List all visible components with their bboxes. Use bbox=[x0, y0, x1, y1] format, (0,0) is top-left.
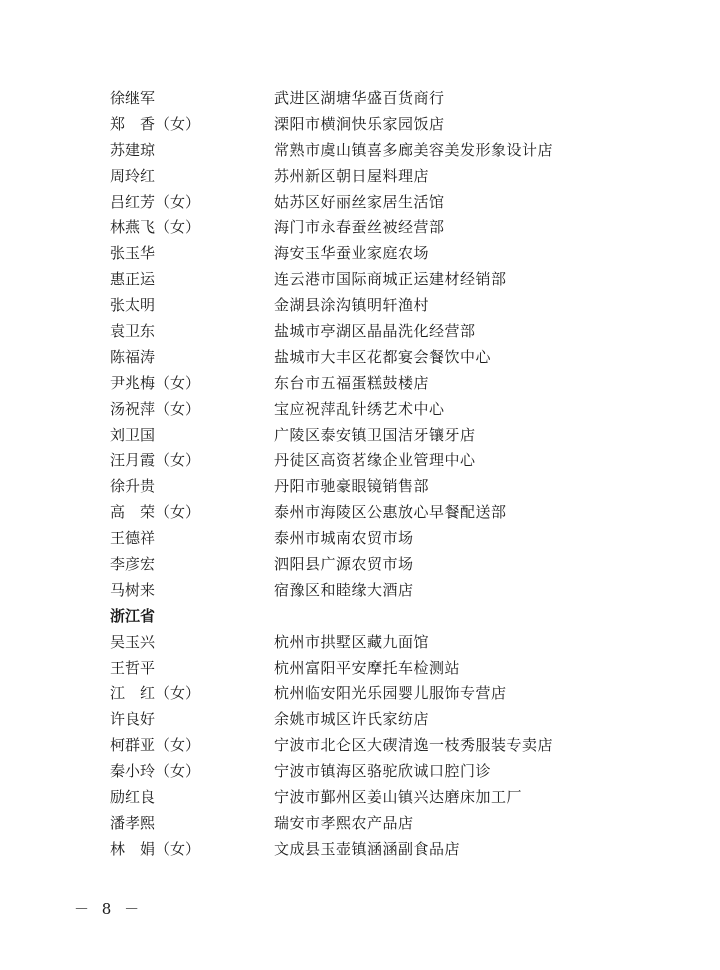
business-name: 宁波市北仑区大碶清逸一枝秀服装专卖店 bbox=[274, 736, 554, 755]
person-name: 袁卫东 bbox=[110, 322, 156, 341]
list-item bbox=[0, 500, 720, 526]
person-name: 王德祥 bbox=[110, 529, 156, 548]
person-name: 惠正运 bbox=[110, 270, 156, 289]
business-name: 余姚市城区许氏家纺店 bbox=[274, 710, 430, 729]
list-item bbox=[0, 630, 720, 656]
person-name: 周玲红 bbox=[110, 166, 156, 185]
province-heading-row bbox=[0, 604, 720, 630]
business-name: 杭州富阳平安摩托车检测站 bbox=[274, 658, 461, 677]
list-item bbox=[0, 474, 720, 500]
list-item bbox=[0, 423, 720, 449]
person-name: 秦小玲（女） bbox=[110, 762, 201, 781]
business-name: 宝应祝萍乱针绣艺术中心 bbox=[274, 399, 445, 418]
list-item bbox=[0, 215, 720, 241]
business-name: 泰州市海陵区公惠放心早餐配送部 bbox=[274, 503, 507, 522]
person-name: 苏建琼 bbox=[110, 140, 156, 159]
business-name: 金湖县涂沟镇明轩渔村 bbox=[274, 296, 430, 315]
business-name: 丹徒区高资茗缘企业管理中心 bbox=[274, 451, 476, 470]
business-name: 文成县玉壶镇涵涵副食品店 bbox=[274, 839, 461, 858]
business-name: 杭州市拱墅区藏九面馆 bbox=[274, 632, 430, 651]
person-name: 尹兆梅（女） bbox=[110, 373, 201, 392]
list-item bbox=[0, 397, 720, 423]
honoree-list bbox=[0, 86, 720, 863]
business-name: 盐城市亭湖区晶晶洗化经营部 bbox=[274, 322, 476, 341]
business-name: 杭州临安阳光乐园婴儿服饰专营店 bbox=[274, 684, 507, 703]
person-name: 王哲平 bbox=[110, 658, 156, 677]
business-name: 苏州新区朝日屋料理店 bbox=[274, 166, 430, 185]
list-item bbox=[0, 371, 720, 397]
person-name: 江 红（女） bbox=[110, 684, 201, 703]
business-name: 丹阳市驰豪眼镜销售部 bbox=[274, 477, 430, 496]
business-name: 泗阳县广源农贸市场 bbox=[274, 555, 414, 574]
person-name: 张玉华 bbox=[110, 244, 156, 263]
list-item bbox=[0, 837, 720, 863]
person-name: 林燕飞（女） bbox=[110, 218, 201, 237]
list-item bbox=[0, 656, 720, 682]
list-item bbox=[0, 164, 720, 190]
person-name: 张太明 bbox=[110, 296, 156, 315]
business-name: 宿豫区和睦缘大酒店 bbox=[274, 580, 414, 599]
person-name: 李彦宏 bbox=[110, 555, 156, 574]
business-name: 泰州市城南农贸市场 bbox=[274, 529, 414, 548]
person-name: 刘卫国 bbox=[110, 425, 156, 444]
list-item bbox=[0, 345, 720, 371]
business-name: 连云港市国际商城正运建材经销部 bbox=[274, 270, 507, 289]
business-name: 瑞安市孝熙农产品店 bbox=[274, 813, 414, 832]
list-item bbox=[0, 267, 720, 293]
list-item bbox=[0, 526, 720, 552]
list-item bbox=[0, 681, 720, 707]
list-item bbox=[0, 190, 720, 216]
business-name: 海安玉华蚕业家庭农场 bbox=[274, 244, 430, 263]
person-name: 潘孝熙 bbox=[110, 813, 156, 832]
person-name: 汪月霞（女） bbox=[110, 451, 201, 470]
business-name: 武进区湖塘华盛百货商行 bbox=[274, 89, 445, 107]
list-item bbox=[0, 811, 720, 837]
list-item bbox=[0, 707, 720, 733]
province-heading: 浙江省 bbox=[110, 606, 156, 625]
list-item bbox=[0, 759, 720, 785]
business-name: 广陵区泰安镇卫国洁牙镶牙店 bbox=[274, 425, 476, 444]
list-item bbox=[0, 138, 720, 164]
person-name: 许良好 bbox=[110, 710, 156, 729]
business-name: 海门市永春蚕丝被经营部 bbox=[274, 218, 445, 237]
person-name: 陈福涛 bbox=[110, 347, 156, 366]
person-name: 励红良 bbox=[110, 788, 156, 807]
list-item bbox=[0, 86, 720, 112]
person-name: 吴玉兴 bbox=[110, 632, 156, 651]
list-item bbox=[0, 112, 720, 138]
person-name: 徐继军 bbox=[110, 89, 156, 107]
business-name: 姑苏区好丽丝家居生活馆 bbox=[274, 192, 445, 211]
list-item bbox=[0, 578, 720, 604]
business-name: 常熟市虞山镇喜多廊美容美发形象设计店 bbox=[274, 140, 554, 159]
person-name: 马树来 bbox=[110, 580, 156, 599]
business-name: 盐城市大丰区花都宴会餐饮中心 bbox=[274, 347, 492, 366]
person-name: 汤祝萍（女） bbox=[110, 399, 201, 418]
list-item bbox=[0, 785, 720, 811]
person-name: 吕红芳（女） bbox=[110, 192, 201, 211]
person-name: 柯群亚（女） bbox=[110, 736, 201, 755]
list-item bbox=[0, 733, 720, 759]
list-item bbox=[0, 552, 720, 578]
page-number: － 8 － bbox=[74, 900, 144, 918]
business-name: 东台市五福蛋糕鼓楼店 bbox=[274, 373, 430, 392]
person-name: 林 娟（女） bbox=[110, 839, 201, 858]
list-item bbox=[0, 293, 720, 319]
list-item bbox=[0, 241, 720, 267]
business-name: 溧阳市横涧快乐家园饭店 bbox=[274, 114, 445, 133]
person-name: 徐升贵 bbox=[110, 477, 156, 496]
list-item bbox=[0, 448, 720, 474]
person-name: 郑 香（女） bbox=[110, 114, 201, 133]
person-name: 高 荣（女） bbox=[110, 503, 201, 522]
list-item bbox=[0, 319, 720, 345]
business-name: 宁波市镇海区骆驼欣诚口腔门诊 bbox=[274, 762, 492, 781]
business-name: 宁波市鄞州区姜山镇兴达磨床加工厂 bbox=[274, 788, 523, 807]
